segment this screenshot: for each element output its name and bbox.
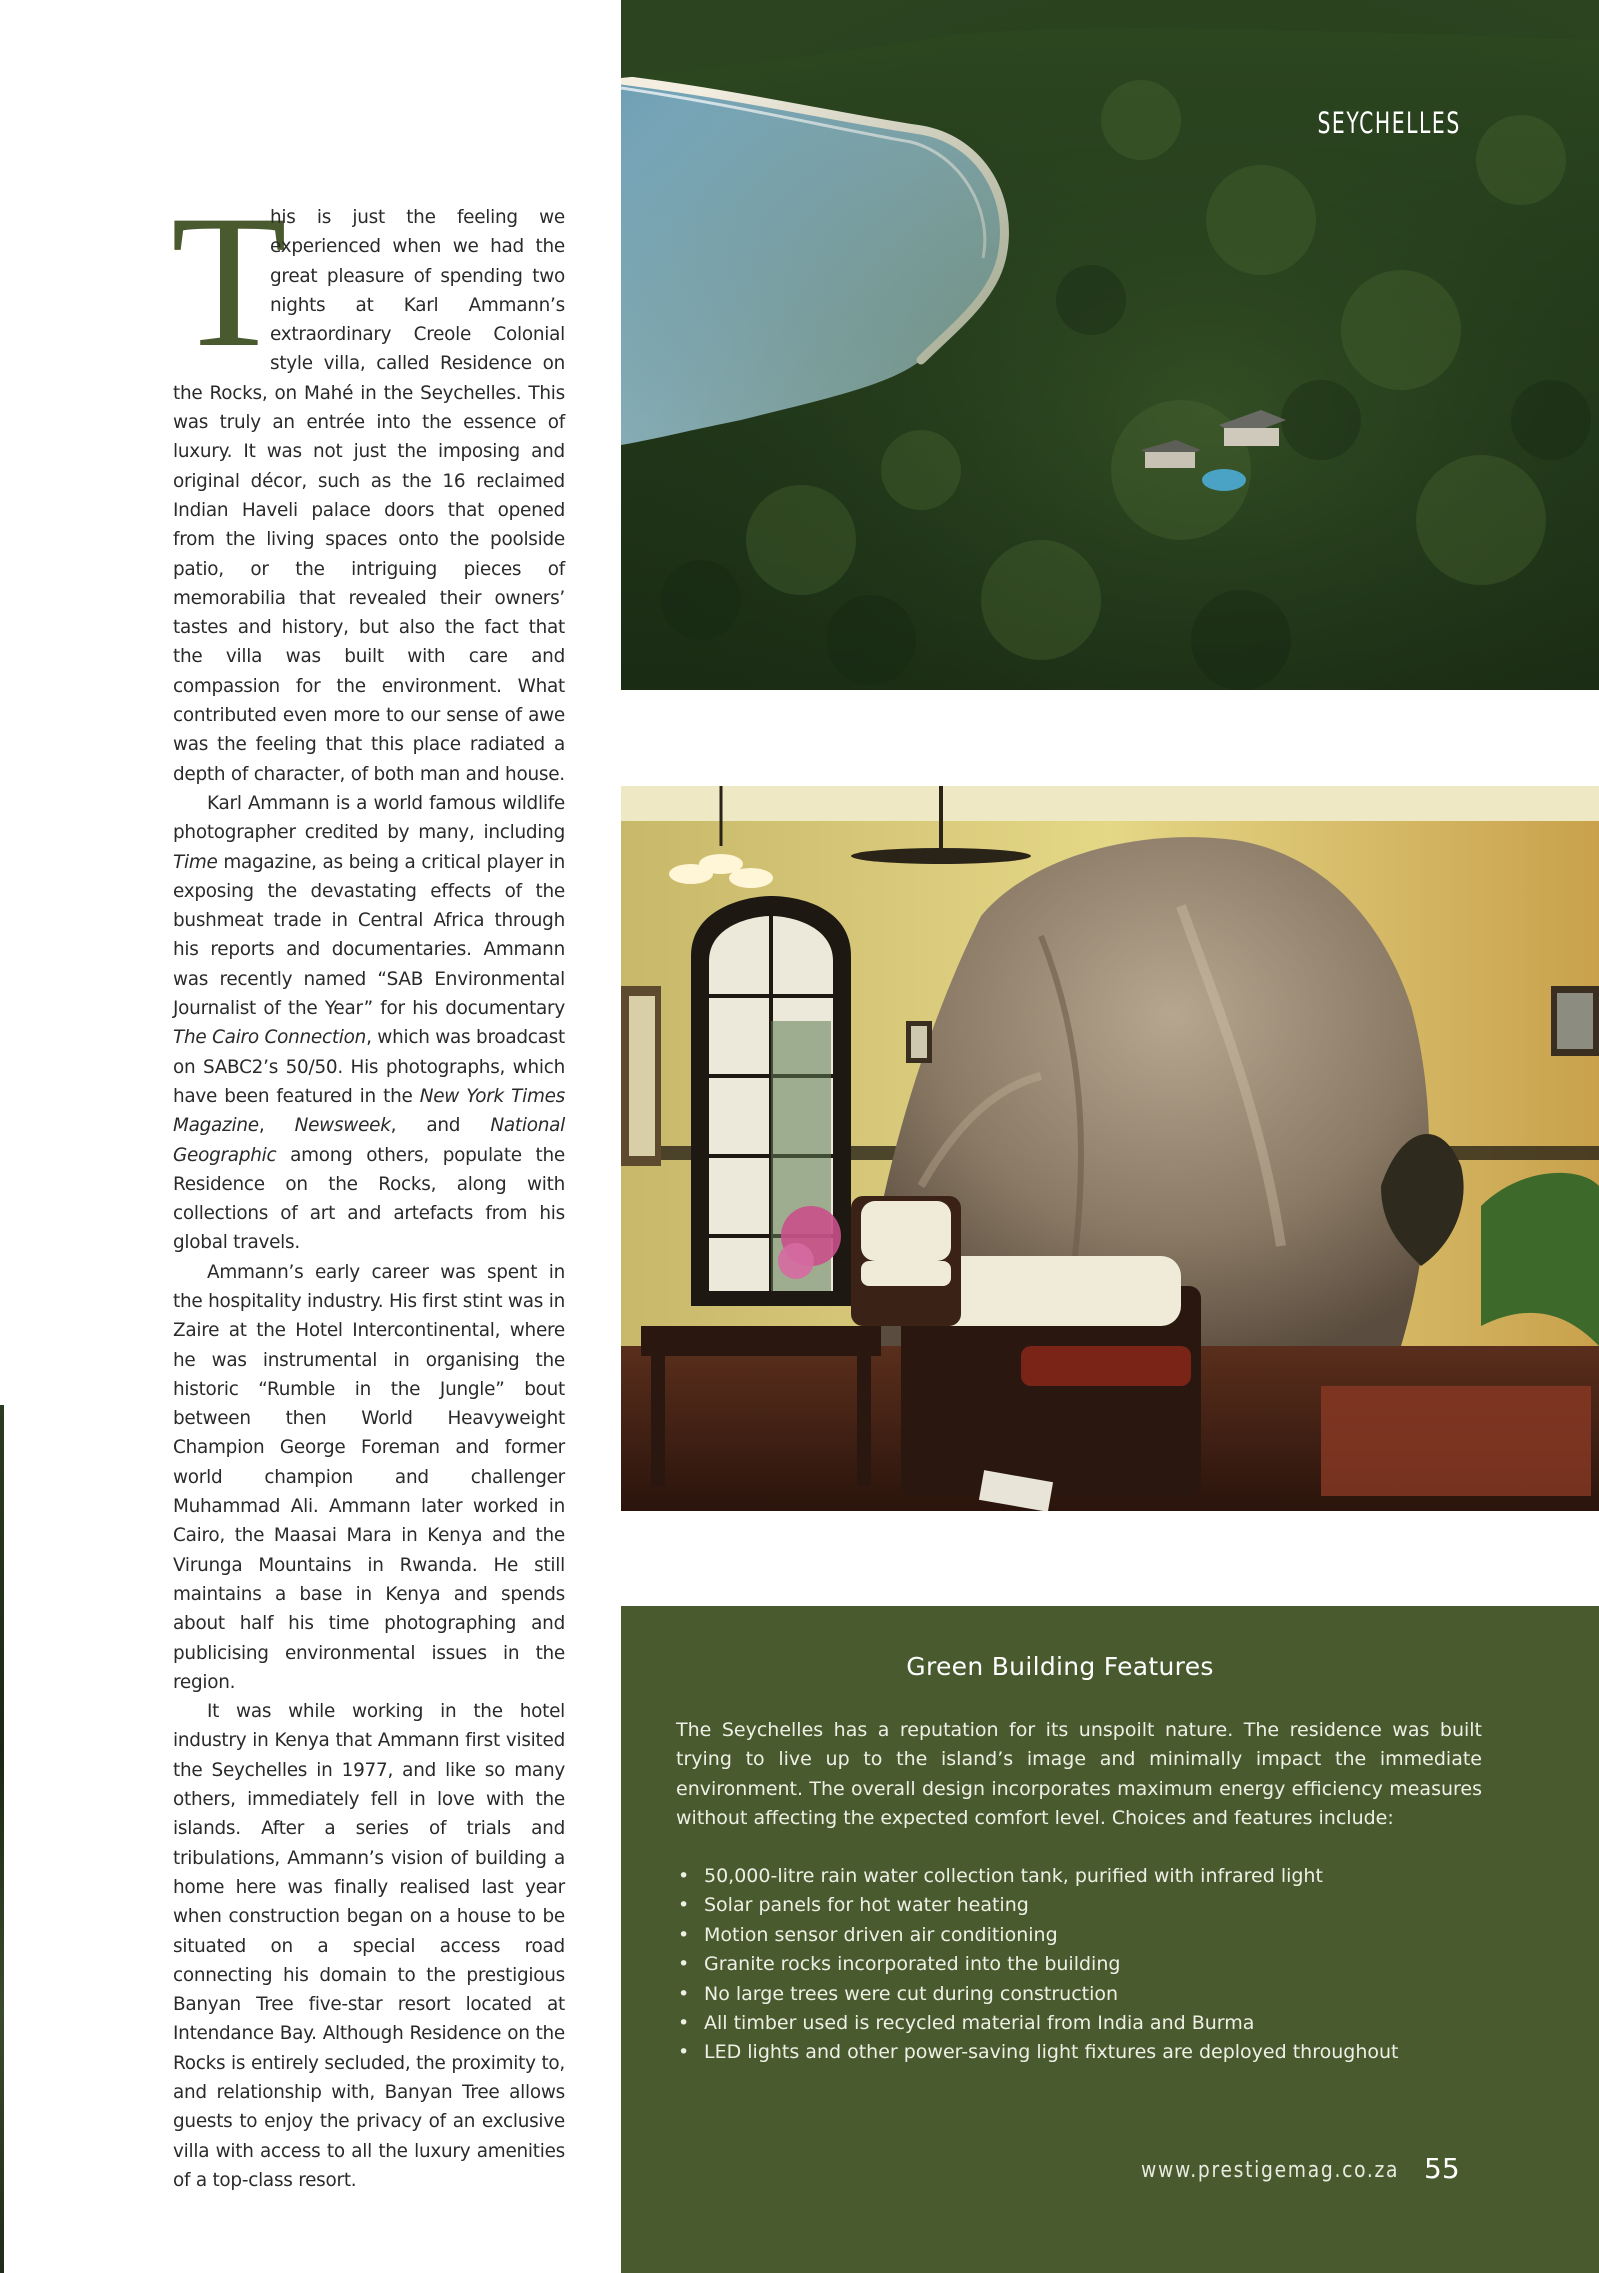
section-label: SEYCHELLES	[1317, 106, 1461, 140]
interior-living-room-photo	[621, 786, 1599, 1511]
paragraph-2-text-c: , which was broadcast on SABC2’s 50/50. His photographs, which have been featured in the	[173, 1027, 565, 1107]
bullet-icon: •	[678, 1865, 690, 1887]
bullet-icon: •	[678, 1923, 690, 1946]
paragraph-2-text-a: Karl Ammann is a world famous wildlife photographer credited by many, including	[173, 792, 565, 844]
features-title: Green Building Features	[906, 1652, 1214, 1681]
page-edge-artifact	[0, 1405, 4, 2273]
paragraph-2-text-e: , and	[390, 1115, 491, 1137]
article-paragraph-4: It was while working in the hotel industry in Kenya that Ammann first visited the Seychelles in 1977, and like so many others, immediately fell in love with the islands. After a series of trials and tribulations, Ammann’s vision of building a home here was finally realised last year when construction began on a house to be situated on a special access road connecting his domain to the prestigious Banyan Tree five-star resort located at Intendance Bay. Although Residence on the Rocks is entirely secluded, the proximity to, and relationship with, Banyan Tree allows guests to enjoy the privacy of an exclusive villa with access to all the luxury amenities of a top-class resort.	[173, 1701, 565, 2191]
feature-item: • LED lights and other power-saving light fixtures are deployed throughout	[676, 2038, 1496, 2067]
paragraph-2-text-b: magazine, as being a critical player in exposing the devastating effects of the bushmeat trade in Central Africa through his reports and documentaries. Ammann was recently named “SAB Environmental Journalist of the Year” for his documentary	[173, 851, 565, 1020]
paragraph-1-text: his is just the feeling we experienced when we had the great pleasure of spending two nights at Karl Ammann’s extraordinary Creole Colonial style villa, called Residence on the Rocks, on Mahé in the Seychelles. This was truly an entrée into the essence of luxury. It was not just the imposing and original décor, such as the 16 reclaimed Indian Haveli palace doors that opened from the living spaces onto the poolside patio, or the intriguing pieces of memorabilia that revealed their owners’ tastes and history, but also the fact that the villa was built with care and compassion for the environment. What contributed even more to our sense of awe was the feeling that this place radiated a depth of character, of both man and house.	[173, 207, 565, 785]
article-paragraph-1	[171, 177, 565, 789]
feature-item: • Granite rocks incorporated into the building	[676, 1950, 1496, 1979]
armchair	[851, 1196, 961, 1326]
feature-item: • Solar panels for hot water heating	[676, 1891, 1496, 1920]
paragraph-2-text-d: ,	[258, 1115, 295, 1137]
magazine-title-time: Time	[173, 851, 218, 873]
website-url: www.prestigemag.co.za	[1141, 2158, 1400, 2183]
aerial-photo-illustration	[621, 0, 1599, 690]
drop-cap: T	[171, 177, 287, 387]
bullet-icon: •	[678, 2012, 690, 2035]
green-building-features-box	[621, 1606, 1599, 2273]
bullet-icon: •	[678, 1982, 690, 2005]
features-list	[676, 1862, 1496, 2068]
page-number: 55	[1424, 2152, 1460, 2185]
feature-item: • No large trees were cut during construction	[676, 1980, 1496, 2009]
feature-item: • Motion sensor driven air conditioning	[676, 1921, 1496, 1950]
aerial-coast-photo	[621, 0, 1599, 690]
feature-item: • 50,000-litre rain water collection tank, purified with infrared light	[676, 1862, 1496, 1891]
publication-nyt: New York Times Magazine	[173, 1085, 566, 1137]
feature-item: • All timber used is recycled material from India and Burma	[676, 2009, 1496, 2038]
bullet-icon: •	[678, 1953, 690, 1976]
bullet-icon: •	[678, 1894, 690, 1917]
article-body	[171, 177, 566, 2195]
article-paragraph-3: Ammann’s early career was spent in the hospitality industry. His first stint was in Zaire at the Hotel Intercontinental, where he was instrumental in organising the historic “Rumble in the Jungle” bout between then World Heavyweight Champion George Foreman and former world champion and challenger Muhammad Ali. Ammann later worked in Cairo, the Maasai Mara in Kenya and the Virunga Mountains in Rwanda. He still maintains a base in Kenya and spends about half his time photographing and publicising environmental issues in the region.	[173, 1261, 565, 1693]
paragraph-2-text-f: among others, populate the Residence on the Rocks, along with collections of art and artefacts from his global travels.	[173, 1144, 565, 1254]
interior-photo-illustration	[621, 786, 1599, 1511]
publication-natgeo: National Geographic	[173, 1115, 565, 1166]
features-intro: The Seychelles has a reputation for its unspoilt nature. The residence was built trying to live up to the island’s image and minimally impact the immediate environment. The overall design incorporates maximum energy efficiency measures without affecting the expected comfort level. Choices and features include:	[676, 1719, 1482, 1829]
article-paragraph-2	[173, 789, 565, 1258]
documentary-title: The Cairo Connection	[173, 1027, 367, 1049]
publication-newsweek: Newsweek	[294, 1115, 391, 1137]
bullet-icon: •	[678, 2041, 690, 2064]
